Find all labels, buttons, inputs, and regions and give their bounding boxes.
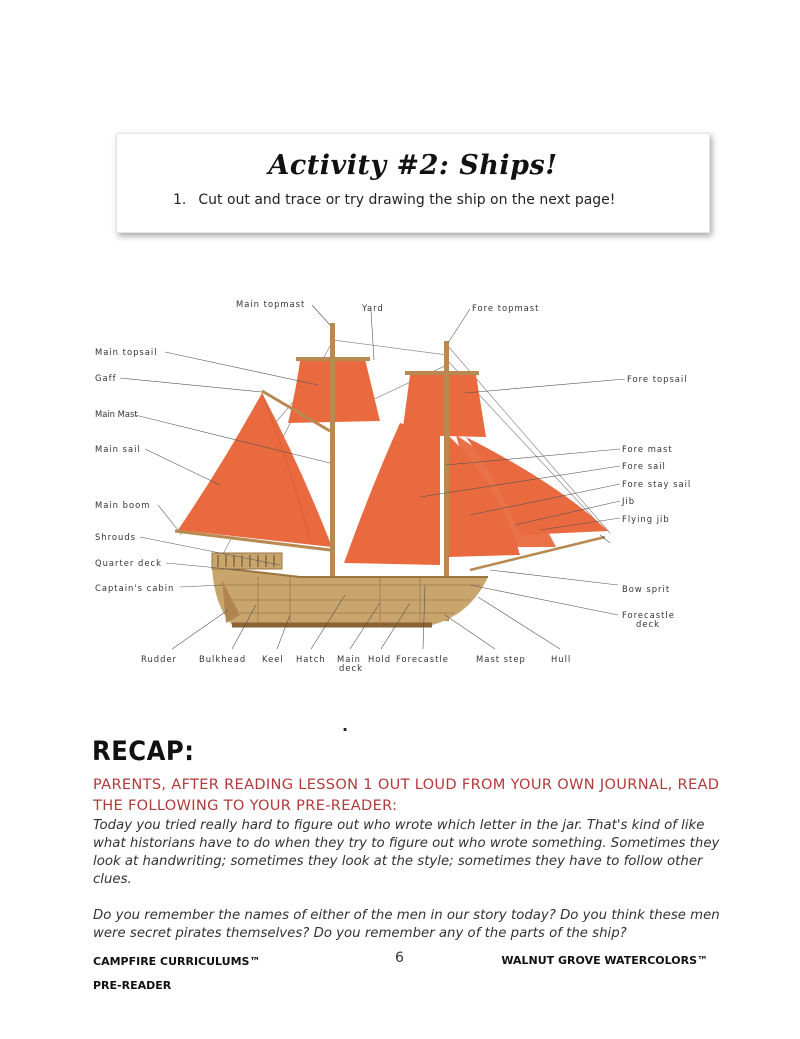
label-hatch: Hatch (296, 654, 326, 664)
label-forecastle-deck-line1: Forecastle (622, 610, 675, 620)
label-fore-sail: Fore sail (622, 461, 666, 471)
activity-title: Activity #2: Ships! (268, 150, 558, 181)
label-gaff: Gaff (95, 373, 117, 383)
recap-body (93, 817, 723, 943)
label-hull: Hull (551, 654, 572, 664)
label-mast-step: Mast step (476, 654, 526, 664)
footer-left (93, 950, 260, 998)
label-main-deck-line2: deck (339, 663, 363, 673)
recap-subtitle: PARENTS, AFTER READING LESSON 1 OUT LOUD FROM YOUR OWN JOURNAL, READ THE FOLLOWING TO YOUR PRE-READER: (93, 776, 720, 814)
label-flying-jib: Flying jib (622, 514, 670, 524)
label-bow-sprit: Bow sprit (622, 584, 671, 594)
label-captains-cabin: Captain's cabin (95, 583, 175, 593)
activity-step (173, 192, 615, 208)
label-rudder: Rudder (141, 654, 177, 664)
label-quarter-deck: Quarter deck (95, 558, 162, 568)
label-main-mast: Main Mast (95, 409, 138, 419)
recap-paragraph-2: Do you remember the names of either of the men in our story today? Do you think these men were secret pirates themselves? Do you remember any of the parts of the ship? (93, 908, 720, 941)
ship-diagram (0, 285, 800, 689)
label-main-deck-line1: Main (337, 654, 361, 664)
label-main-sail: Main sail (95, 444, 141, 454)
label-jib: Jib (622, 496, 636, 506)
label-bulkhead: Bulkhead (199, 654, 247, 664)
step-number: 1. (173, 192, 187, 208)
label-hold: Hold (368, 654, 392, 664)
label-fore-topmast: Fore topmast (472, 303, 540, 313)
stray-dot: . (342, 716, 349, 735)
label-shrouds: Shrouds (95, 532, 136, 542)
label-main-topsail: Main topsail (95, 347, 158, 357)
label-main-topmast: Main topmast (236, 299, 306, 309)
label-fore-topsail: Fore topsail (627, 374, 688, 384)
label-fore-mast: Fore mast (622, 444, 673, 454)
page-number: 6 (395, 950, 404, 966)
footer-level: PRE-READER (93, 979, 172, 992)
label-yard: Yard (362, 303, 384, 313)
footer-right: WALNUT GROVE WATERCOLORS™ (501, 954, 708, 967)
label-main-boom: Main boom (95, 500, 151, 510)
label-forecastle-deck-line2: deck (636, 619, 660, 629)
label-keel: Keel (262, 654, 284, 664)
recap-title: RECAP: (92, 736, 195, 767)
step-text: Cut out and trace or try drawing the ship on the next page! (198, 192, 616, 208)
activity-box (116, 133, 710, 233)
recap-paragraph-1: Today you tried really hard to figure out who wrote which letter in the jar. That's kind of like what historians have to do when they try to figure out who wrote something. Sometimes they look at handwriting; sometimes they look at the style; sometimes they have to follow other clues. (93, 818, 720, 887)
label-forecastle: Forecastle (396, 654, 449, 664)
footer-brand: CAMPFIRE CURRICULUMS™ (93, 955, 261, 968)
label-fore-stay-sail: Fore stay sail (622, 479, 692, 489)
